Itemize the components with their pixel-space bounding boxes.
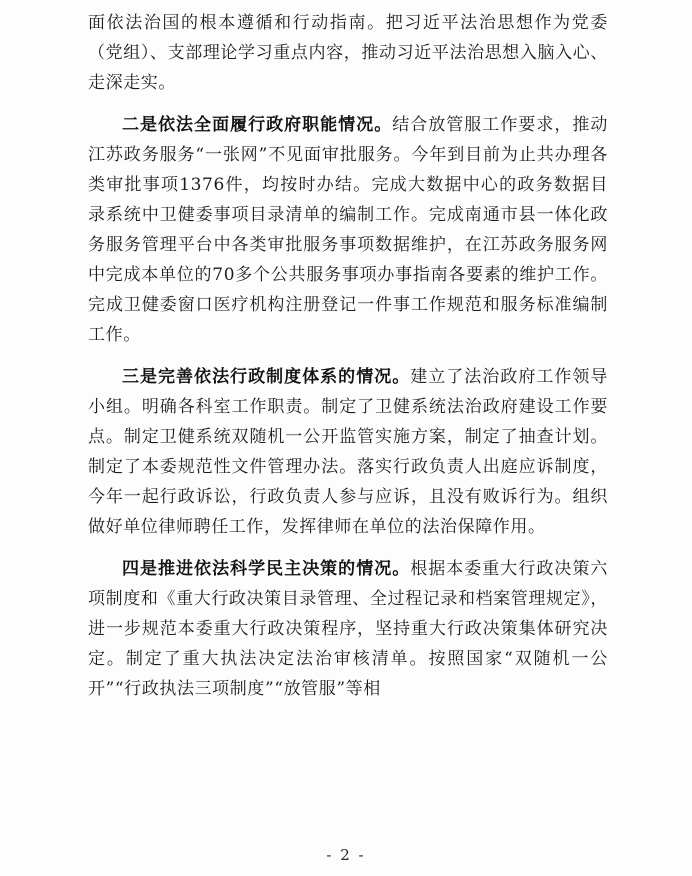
paragraph-4-heading: 四是推进依法科学民主决策的情况。 xyxy=(122,559,411,579)
paragraph-4 xyxy=(88,554,608,704)
paragraph-1-text: 面依法治国的根本遵循和行动指南。把习近平法治思想作为党委（党组）、支部理论学习重点内容，推动习近平法治思想入脑入心、走深走实。 xyxy=(88,13,608,93)
paragraph-1 xyxy=(88,8,608,98)
paragraph-2-text: 结合放管服工作要求，推动江苏政务服务“一张网”不见面审批服务。今年到目前为止共办理各类审批事项1376件，均按时办结。完成大数据中心的政务数据目录系统中卫健委事项目录清单的编制工作。完成南通市县一体化政务服务管理平台中各类审批服务事项数据维护，在江苏政务服务网中完成本单位的70多个公共服务事项办事指南各要素的维护工作。完成卫健委窗口医疗机构注册登记一件事工作规范和服务标准编制工作。 xyxy=(88,115,609,345)
paragraph-3 xyxy=(88,362,608,542)
page-number: - 2 - xyxy=(326,846,366,864)
document-body xyxy=(88,8,608,716)
paragraph-2-heading: 二是依法全面履行政府职能情况。 xyxy=(122,115,393,135)
paragraph-4-text: 根据本委重大行政决策六项制度和《重大行政决策目录管理、全过程记录和档案管理规定》，进一步规范本委重大行政决策程序，坚持重大行政决策集体研究决定。制定了重大执法决定法治审核清单。按照国家“双随机一公开”“行政执法三项制度”“放管服”等相 xyxy=(88,559,608,699)
paragraph-2 xyxy=(88,110,608,350)
paragraph-3-heading: 三是完善依法行政制度体系的情况。 xyxy=(122,367,411,387)
paragraph-3-text: 建立了法治政府工作领导小组。明确各科室工作职责。制定了卫健系统法治政府建设工作要点。制定卫健系统双随机一公开监管实施方案，制定了抽查计划。制定了本委规范性文件管理办法。落实行政负责人出庭应诉制度，今年一起行政诉讼，行政负责人参与应诉，且没有败诉行为。组织做好单位律师聘任工作，发挥律师在单位的法治保障作用。 xyxy=(88,367,608,537)
